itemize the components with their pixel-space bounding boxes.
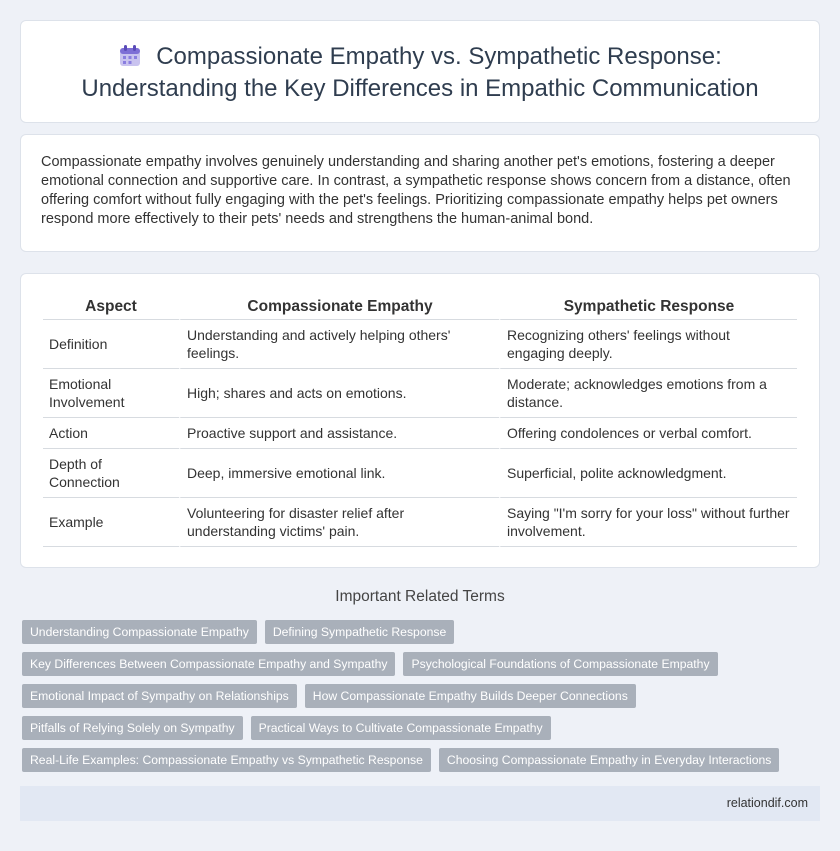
row-compassionate: Proactive support and assistance. xyxy=(179,418,499,449)
row-aspect: Example xyxy=(43,498,179,547)
calendar-icon xyxy=(118,44,142,68)
related-term-tag[interactable]: Emotional Impact of Sympathy on Relationships xyxy=(22,684,297,708)
row-sympathetic: Saying "I'm sorry for your loss" without further involvement. xyxy=(499,498,797,547)
related-term-tag[interactable]: Key Differences Between Compassionate Empathy and Sympathy xyxy=(22,652,395,676)
header-compassionate-empathy: Compassionate Empathy xyxy=(179,294,499,320)
intro-text: Compassionate empathy involves genuinely understanding and sharing another pet's emotions, fostering a deeper emotional connection and supportive care. In contrast, a sympathetic response shows concern from a distance, often offering comfort without fully engaging with the pet's feelings. Prioritizing compassionate empathy helps pet owners respond more effectively to their pets' needs and strengthens the human-animal bond. xyxy=(41,154,791,227)
row-aspect: Depth of Connection xyxy=(43,449,179,498)
related-term-tag[interactable]: Psychological Foundations of Compassionate Empathy xyxy=(403,652,717,676)
title-line-1: Compassionate Empathy vs. Sympathetic Response: xyxy=(156,43,722,70)
footer xyxy=(20,786,820,821)
related-term-tag[interactable]: Practical Ways to Cultivate Compassionate Empathy xyxy=(251,716,551,740)
row-sympathetic: Offering condolences or verbal comfort. xyxy=(499,418,797,449)
related-term-tag[interactable]: Defining Sympathetic Response xyxy=(265,620,454,644)
row-sympathetic: Moderate; acknowledges emotions from a distance. xyxy=(499,369,797,418)
intro-card xyxy=(20,134,820,252)
table-row xyxy=(43,320,797,369)
comparison-table-card xyxy=(20,273,820,568)
related-term-tag[interactable]: Choosing Compassionate Empathy in Everyday Interactions xyxy=(439,748,780,772)
related-terms-title: Important Related Terms xyxy=(335,588,505,605)
row-sympathetic: Recognizing others' feelings without engaging deeply. xyxy=(499,320,797,369)
row-compassionate: Deep, immersive emotional link. xyxy=(179,449,499,498)
page-title xyxy=(51,41,789,105)
row-compassionate: Volunteering for disaster relief after understanding victims' pain. xyxy=(179,498,499,547)
row-aspect: Action xyxy=(43,418,179,449)
row-sympathetic: Superficial, polite acknowledgment. xyxy=(499,449,797,498)
related-term-tag[interactable]: Pitfalls of Relying Solely on Sympathy xyxy=(22,716,243,740)
row-compassionate: High; shares and acts on emotions. xyxy=(179,369,499,418)
comparison-table xyxy=(43,294,797,547)
title-line-2: Understanding the Key Differences in Empathic Communication xyxy=(81,75,759,102)
related-terms-list xyxy=(22,620,822,772)
table-row xyxy=(43,418,797,449)
row-compassionate: Understanding and actively helping others' feelings. xyxy=(179,320,499,369)
related-term-tag[interactable]: Understanding Compassionate Empathy xyxy=(22,620,257,644)
footer-site-link[interactable]: relationdif.com xyxy=(726,796,808,810)
related-term-tag[interactable]: How Compassionate Empathy Builds Deeper Connections xyxy=(305,684,636,708)
header-aspect: Aspect xyxy=(43,294,179,320)
table-header-row xyxy=(43,294,797,320)
related-term-tag[interactable]: Real-Life Examples: Compassionate Empathy vs Sympathetic Response xyxy=(22,748,431,772)
row-aspect: Emotional Involvement xyxy=(43,369,179,418)
header-sympathetic-response: Sympathetic Response xyxy=(499,294,797,320)
row-aspect: Definition xyxy=(43,320,179,369)
table-row xyxy=(43,369,797,418)
title-card xyxy=(20,20,820,123)
table-row xyxy=(43,449,797,498)
table-row xyxy=(43,498,797,547)
